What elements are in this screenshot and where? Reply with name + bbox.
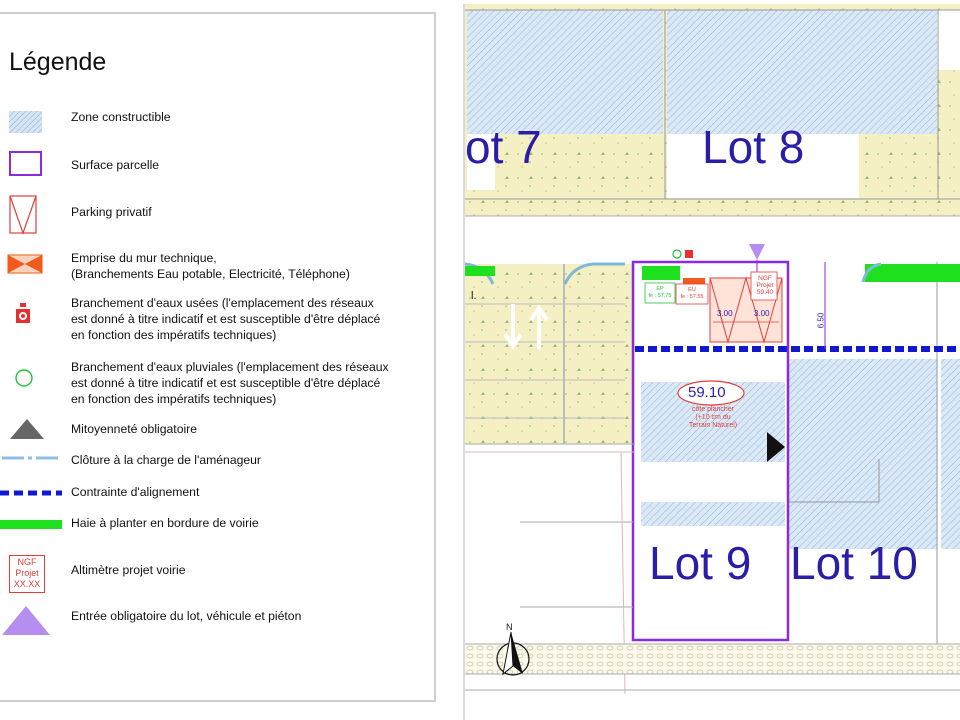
eu-value: fe : 57.55 (680, 294, 704, 300)
hedge-left (465, 266, 495, 276)
legend-label: Contrainte d'alignement (71, 485, 200, 499)
legend-label: Branchement d'eaux pluviales (l'emplacement des réseaux est donné à titre indicatif et est susceptible d'être déplacé en fonction des impératifs techniques) (71, 360, 389, 406)
legend-label: Surface parcelle (71, 158, 160, 172)
ngf-symbol-line1: NGF (17, 557, 37, 567)
legend-title: Légende (9, 48, 107, 76)
legend-label: Zone constructible (71, 110, 171, 124)
ngf-symbol (9, 555, 45, 593)
legend-label: Entrée obligatoire du lot, véhicule et piéton (71, 609, 302, 623)
dimension-right: 3.00 (754, 309, 770, 318)
ep-label: EP (656, 286, 664, 292)
ep-tag-text (646, 286, 674, 300)
footpath (465, 644, 960, 674)
wastewater-icon (0, 295, 62, 339)
wastewater-marker (685, 250, 693, 258)
lot9-label: Lot 9 (649, 537, 752, 589)
floor-note-line2: (+10 cm du (695, 414, 731, 421)
lot7-building-zone (467, 10, 663, 134)
lot10-building-zone (787, 359, 937, 549)
legend-label: Emprise du mur technique, (Branchements Eau potable, Electricité, Téléphone) (71, 251, 350, 281)
lot8-building-zone (667, 10, 937, 134)
lot-upper-right-white (937, 10, 960, 70)
legend-label: Mitoyenneté obligatoire (71, 422, 198, 436)
hedge-lot9 (642, 266, 680, 280)
ngf-symbol-line3: XX.XX (13, 579, 41, 589)
lot11-building-zone (941, 359, 960, 549)
parking-swatch (0, 192, 62, 236)
dimension-left: 3.00 (717, 309, 733, 318)
lot7-label: ot 7 (465, 121, 542, 173)
ngf-tag-line2: Projet (756, 282, 774, 289)
wall-bowtie-icon (0, 247, 62, 291)
site-plan-drawing (465, 4, 960, 720)
eu-label: EU (688, 287, 696, 293)
legend-label: Haie à planter en bordure de voirie (71, 516, 259, 530)
legend-panel (0, 12, 436, 702)
ngf-tag-value: 59.40 (756, 289, 774, 296)
ep-value: fe : 57.75 (648, 293, 672, 299)
rainwater-circle-icon (0, 358, 62, 402)
hedge-swatch (0, 512, 62, 556)
lot9-zone-lower (641, 502, 785, 526)
dimension-depth: 6.50 (816, 312, 826, 329)
entrance-triangle-icon (0, 600, 62, 644)
north-label: N (506, 622, 513, 632)
floor-level-note (673, 406, 753, 430)
eu-tag-text (677, 287, 707, 301)
ngf-tag-text (752, 275, 778, 296)
road (465, 216, 960, 264)
surface-parcelle-swatch (0, 141, 62, 185)
legend-label: Parking privatif (71, 205, 152, 219)
site-plan (463, 4, 960, 720)
zone-constructible-swatch (0, 97, 62, 141)
lot10-label: Lot 10 (790, 537, 918, 589)
side-label: l. (471, 290, 477, 302)
floor-level-value: 59.10 (688, 384, 726, 401)
ngf-symbol-line2: Projet (15, 568, 39, 578)
legend-label: Altimètre projet voirie (71, 563, 186, 577)
hedge-right (865, 264, 960, 282)
lot8-label: Lot 8 (702, 121, 805, 173)
legend-label: Clôture à la charge de l'aménageur (71, 453, 261, 467)
legend-label: Branchement d'eaux usées (l'emplacement des réseaux est donné à titre indicatif et est susceptible d'être déplacé en fonction des impératifs techniques) (71, 296, 381, 342)
floor-note-line1: côte plancher (691, 406, 735, 413)
ngf-tag-line1: NGF (758, 275, 772, 282)
floor-note-line3: Terrain Naturel) (688, 422, 738, 429)
